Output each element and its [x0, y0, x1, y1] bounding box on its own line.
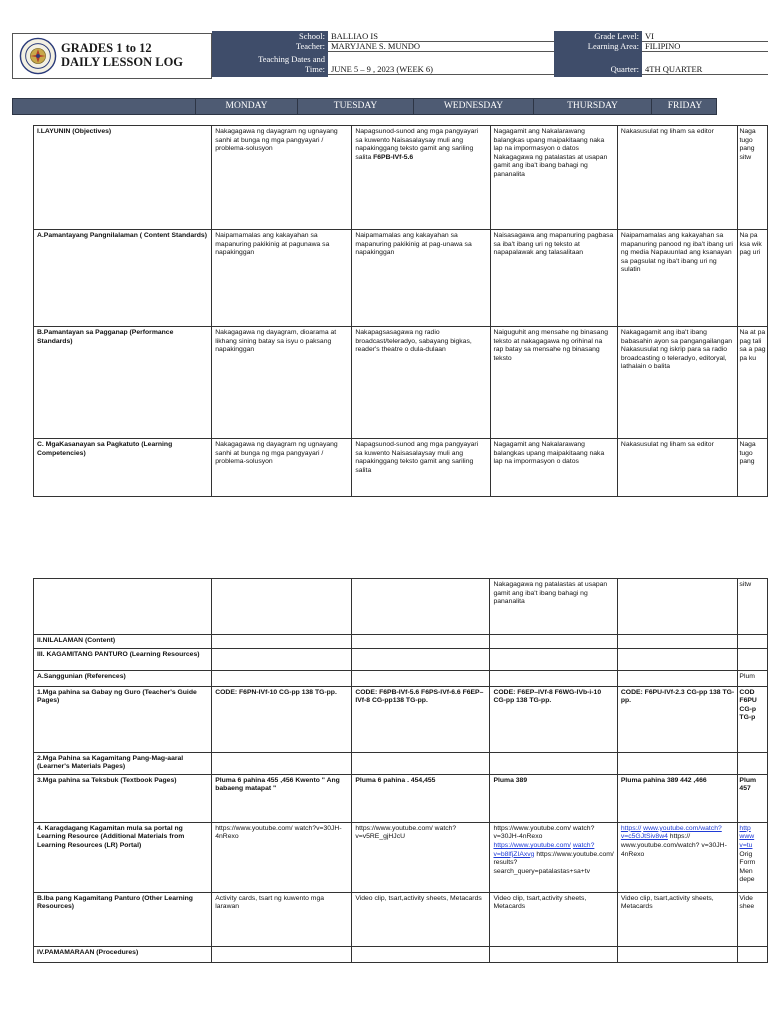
day-cell: Pluma pahina 389 442 ,466 [617, 774, 738, 822]
day-cell: CODE: F6EP–IVf-8 F6WG-IVb-i-10 CG-pp 138 TG-pp. [490, 686, 617, 752]
day-cell [352, 946, 490, 962]
table-row [34, 752, 768, 774]
learning-area-label: Learning Area: [554, 41, 642, 51]
day-cell: Nakapagsasagawa ng radio broadcast/teleradyo, sabayang bigkas, reader's theatre o dula-dulaan [352, 327, 490, 439]
table-row [34, 635, 768, 649]
day-cell: Nagagamit ang Nakalarawang balangkas upang maipakitaang naka lap na impormasyon o datos Nakagagawa ng patalastas at usapan gamit ang iba't ibang bahagi ng pananalita [490, 126, 617, 230]
row-label: 4. Karagdagang Kagamitan mula sa portal ng Learning Resource (Additional Materials from Learning Resources (LR) Portal) [34, 822, 212, 892]
day-cell: Naga tugo pang sitw [738, 126, 768, 230]
day-cell: Pluma 6 pahina . 454,455 [352, 774, 490, 822]
day-cell: https:// www.youtube.com/watch? v=c5GJtSiv8w4 https:// www.youtube.com/watch? v=30JH-4nRexo [617, 822, 738, 892]
day-cell [212, 946, 352, 962]
objectives-table-body [34, 126, 768, 497]
table-row [34, 946, 768, 962]
day-cell: https://www.youtube.com/ watch?v=v5RE_gjHJcU [352, 822, 490, 892]
day-cell [212, 670, 352, 686]
title-line-2: DAILY LESSON LOG [61, 55, 184, 69]
day-cell: https://www.youtube.com/ watch?v=30JH-4nRexo https://www.youtube.com/ watch?v=b8lfjZIAxvg https://www.youtube.com/ results? search_query=patalastas+sa+tv [490, 822, 617, 892]
day-cell: Pluma 6 pahina 455 ,456 Kwento " Ang babaeng matapat " [212, 774, 352, 822]
table-row [34, 686, 768, 752]
day-monday: MONDAY [195, 99, 297, 114]
lesson-log-header [12, 31, 768, 81]
day-cell: Napagsunod-sunod ang mga pangyayari sa kuwento Naisasalaysay muli ang napakinggang teksto gamit ang sariling salita F6PB-IVf-5.6 [352, 126, 490, 230]
day-cell: Nakasusulat ng liham sa editor [617, 126, 738, 230]
day-cell: COD F6PU CG-p TG-p [738, 686, 768, 752]
row-label: IV.PAMAMARAAN (Procedures) [34, 946, 212, 962]
day-cell: Naisasagawa ang mapanuring pagbasa sa iba't ibang uri ng teksto at napapalawak ang talasalitaan [490, 230, 617, 327]
resources-table-body [34, 579, 768, 963]
day-wednesday: WEDNESDAY [413, 99, 533, 114]
row-label: C. MgaKasanayan sa Pagkatuto (Learning Competencies) [34, 439, 212, 497]
table-row [34, 230, 768, 327]
day-cell: Video clip, tsart,activity sheets, Metacards [617, 892, 738, 946]
day-cell: Nakagagawa ng dayagram ng ugnayang sanhi at bunga ng mga pangyayari / problema-solusyon [212, 439, 352, 497]
deped-seal-icon [19, 37, 57, 75]
table-row [34, 126, 768, 230]
grade-level-label: Grade Level: [554, 31, 642, 41]
row-label: B.Iba pang Kagamitang Panturo (Other Learning Resources) [34, 892, 212, 946]
row-label: 2.Mga Pahina sa Kagamitang Pang-Mag-aaral (Learner's Materials Pages) [34, 752, 212, 774]
day-cell [738, 648, 768, 670]
day-cell: Plum [738, 670, 768, 686]
table-row [34, 774, 768, 822]
day-cell: Nagagamit ang Nakalarawang balangkas upang maipakitaang naka lap na impormasyon o datos [490, 439, 617, 497]
learning-area-value: FILIPINO [642, 41, 768, 52]
weekday-bar [12, 98, 717, 115]
table-row [34, 892, 768, 946]
day-thursday: THURSDAY [533, 99, 651, 114]
row-label: III. KAGAMITANG PANTURO (Learning Resources) [34, 648, 212, 670]
teaching-dates-value: JUNE 5 – 9 , 2023 (WEEK 6) [328, 64, 554, 75]
day-cell [490, 752, 617, 774]
day-cell [738, 946, 768, 962]
day-cell [352, 579, 490, 635]
day-cell: Naipamamalas ang kakayahan sa mapanuring panood ng iba't ibang uri ng media Napauunlad ang ksanayan sa pagsulat ng iba't ibang uri ng sulatin [617, 230, 738, 327]
day-cell: Nakagagawa ng dayagram ng ugnayang sanhi at bunga ng mga pangyayari / problema-solusyon [212, 126, 352, 230]
day-cell: Na at pa pag tali sa a pag pa ku [738, 327, 768, 439]
day-cell [212, 752, 352, 774]
day-cell: Nakagagawa ng patalastas at usapan gamit ang iba't ibang bahagi ng pananalita [490, 579, 617, 635]
day-cell [352, 670, 490, 686]
table-row [34, 670, 768, 686]
day-cell: Plum 457 [738, 774, 768, 822]
day-cell: Napagsunod-sunod ang mga pangyayari sa kuwento Naisasalaysay muli ang napakinggang teksto gamit ang sariling salita [352, 439, 490, 497]
row-label: 1.Mga pahina sa Gabay ng Guro (Teacher's Guide Pages) [34, 686, 212, 752]
row-label [34, 579, 212, 635]
day-cell [738, 752, 768, 774]
day-cell [212, 579, 352, 635]
day-tuesday: TUESDAY [297, 99, 413, 114]
day-cell [738, 635, 768, 649]
day-cell: Nakagagawa ng dayagram, dioarama at likhang sining batay sa isyu o paksang napakinggan [212, 327, 352, 439]
school-value: BALLIAO IS [328, 31, 554, 42]
teacher-label: Teacher: [212, 41, 328, 51]
document-title [61, 41, 183, 69]
day-cell: Na pa ksa wik pag uri [738, 230, 768, 327]
row-label: 3.Mga pahina sa Teksbuk (Textbook Pages) [34, 774, 212, 822]
day-cell: Vide shee [738, 892, 768, 946]
day-cell: Pluma 389 [490, 774, 617, 822]
day-cell [490, 648, 617, 670]
day-cell [212, 635, 352, 649]
day-cell: Nakagagamit ang iba't ibang babasahin ayon sa pangangailangan Nakasusulat ng iskrip para sa radio broadcasting o teleradyo, editoryal, lathalain o balita [617, 327, 738, 439]
day-cell: Naipamamalas ang kakayahan sa mapanuring pakikinig at pagunawa sa napakinggan [212, 230, 352, 327]
table-row [34, 439, 768, 497]
table-row [34, 648, 768, 670]
day-cell: Naiguguhit ang mensahe ng binasang teksto at nakagagawa ng orihinal na rap batay sa mensahe ng binasang teksto [490, 327, 617, 439]
day-cell: Activity cards, tsart ng kuwento mga larawan [212, 892, 352, 946]
day-cell: Naga tugo pang [738, 439, 768, 497]
teaching-dates-label: Teaching Dates and Time: [212, 51, 328, 77]
quarter-label: Quarter: [554, 51, 642, 77]
day-cell [352, 752, 490, 774]
row-label: II.NILALAMAN (Content) [34, 635, 212, 649]
objectives-table [33, 125, 768, 497]
day-cell [617, 648, 738, 670]
day-cell [490, 670, 617, 686]
table-row [34, 327, 768, 439]
day-cell: Nakasusulat ng liham sa editor [617, 439, 738, 497]
day-cell: Video clip, tsart,activity sheets, Metacards [490, 892, 617, 946]
grade-level-value: VI [642, 31, 768, 42]
day-cell [212, 648, 352, 670]
row-label: B.Pamantayan sa Pagganap (Performance Standards) [34, 327, 212, 439]
day-cell: Naipamamalas ang kakayahan sa mapanuring pakikinig at pag-unawa sa napakinggan [352, 230, 490, 327]
day-cell: http www v=tu Orig Form Men depe [738, 822, 768, 892]
day-cell [617, 946, 738, 962]
day-cell [490, 635, 617, 649]
row-label: I.LAYUNIN (Objectives) [34, 126, 212, 230]
school-label: School: [212, 31, 328, 41]
day-cell: sitw [738, 579, 768, 635]
day-cell [617, 670, 738, 686]
day-cell [352, 635, 490, 649]
table-row [34, 579, 768, 635]
title-line-1: GRADES 1 to 12 [61, 41, 152, 55]
day-cell: CODE: F6PN-IVf-10 CG-pp 138 TG-pp. [212, 686, 352, 752]
day-cell [617, 752, 738, 774]
day-cell [490, 946, 617, 962]
day-cell [617, 579, 738, 635]
table-row [34, 822, 768, 892]
day-cell: CODE: F6PU-IVf-2.3 CG-pp 138 TG-pp. [617, 686, 738, 752]
day-cell [617, 635, 738, 649]
day-cell: https://www.youtube.com/ watch?v=30JH-4nRexo [212, 822, 352, 892]
day-cell: CODE: F6PB-IVf-5.6 F6PS-IVf-6.6 F6EP–IVf-8 CG-pp138 TG-pp. [352, 686, 490, 752]
title-box [12, 33, 212, 79]
teacher-value: MARYJANE S. MUNDO [328, 41, 554, 52]
row-label: A.Pamantayang Pangnilalaman ( Content Standards) [34, 230, 212, 327]
row-label: A.Sanggunian (References) [34, 670, 212, 686]
day-cell: Video clip, tsart,activity sheets, Metacards [352, 892, 490, 946]
quarter-value: 4TH QUARTER [642, 64, 768, 75]
day-cell [352, 648, 490, 670]
resources-table [33, 578, 768, 963]
header-info-grid [212, 31, 768, 81]
day-friday: FRIDAY [651, 99, 718, 114]
